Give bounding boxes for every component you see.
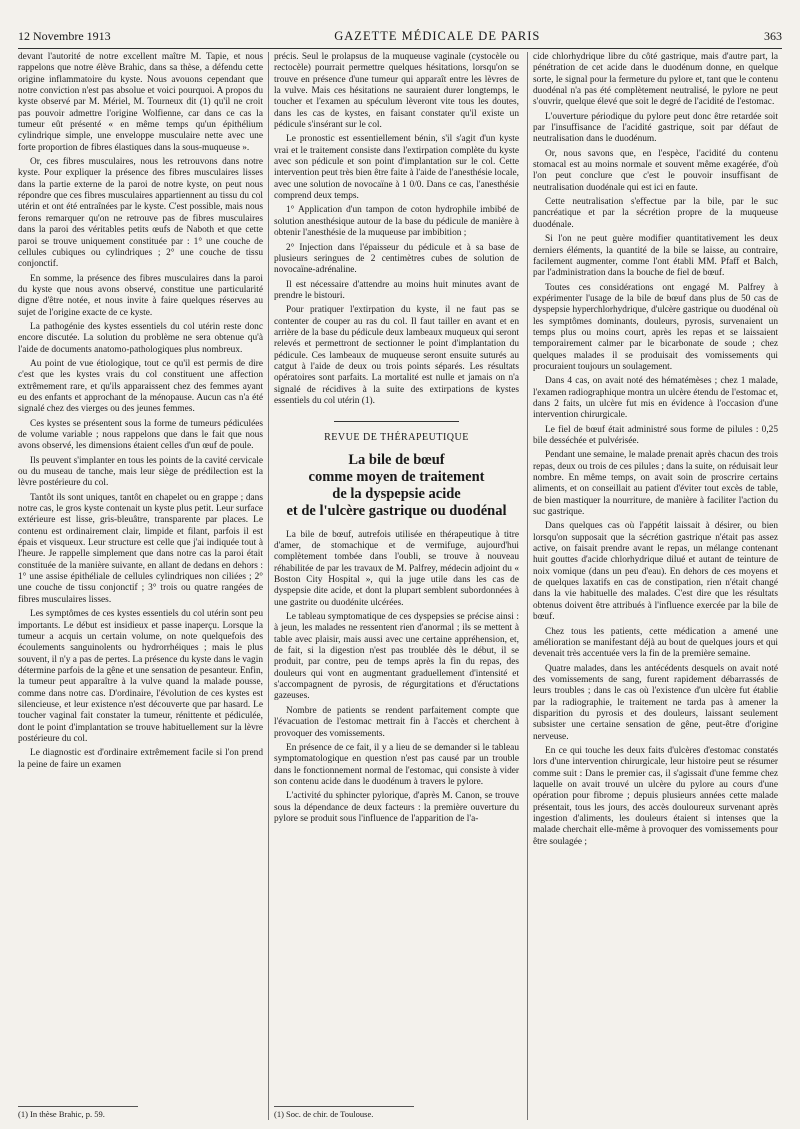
paragraph: Or, nous savons que, en l'espèce, l'acidité du contenu stomacal est au moins normale et souvent même exagérée, d'où l'on peut conclure que c'est le pouvoir insuffisant de neutralisation duodénale qui est ici en faute. [533,148,778,193]
paragraph: 2° Injection dans l'épaisseur du pédicule et à sa base de plusieurs seringues de 2 centimètres cubes de solution de novocaïne-adrénaline. [274,242,519,276]
paragraph: Dans quelques cas où l'appétit laissait à désirer, ou bien lorsqu'on supposait que la sécrétion gastrique n'était pas assez active, on faisait prendre avant le repas, un mélange contenant huit gouttes d'acide chlorhydrique dilué et autant de teinture de noix vomique (dans un peu d'eau). En dehors de ces moyens et de quelques laxatifs en cas de constipation, rien n'était changé dans la vie habituelle des malades. C'est dire que les résultats obtenus doivent être attribués à l'influence exercée par la bile de bœuf. [533,521,778,623]
paragraph: L'ouverture périodique du pylore peut donc être retardée soit par l'insuffisance de l'acidité gastrique, soit par défaut de neutralisation dans le duodénum. [533,111,778,145]
column-1 [18,52,263,774]
paragraph: devant l'autorité de notre excellent maître M. Tapie, et nous rappelons que notre élève Brahic, dans sa thèse, a défendu cette origine inflammatoire du kyste. Nous avouons cependant que notre conviction n'est pas absolue et voici pourquoi. A propos du kyste observé par M. Mériel, M. Tourneux dit (1) qu'il ne croit pas pouvoir admettre l'origine Wolfienne, car dans ce cas la tumeur eût présenté « en même temps qu'un épithélium cylindrique simple, une enveloppe musculaire nette avec une forte proportion de fibres élastiques dans la sous-muqueuse ». [18,52,263,153]
paragraph: 1° Application d'un tampon de coton hydrophile imbibé de solution anesthésique autour de la base du pédicule de manière à obtenir l'anesthésie de la muqueuse par imbibition ; [274,205,519,239]
paragraph: Tantôt ils sont uniques, tantôt en chapelet ou en grappe ; dans notre cas, le gros kyste contenait un kyste plus petit. Leur surface extérieure est lisse, gris-bleuâtre, transparente par places. Le contenu est ordinairement clair, limpide et filant, parfois il est épais et visqueux. Leur structure est celle que j'ai indiquée tout à l'heure. Je rappelle simplement que dans notre cas la paroi était constituée de la manière suivante, en allant de dedans en dehors : 1° une assise épithéliale de cellules cylindriques non ciliées ; 2° une couche de tissu conjonctif ; 3° trois ou quatre rangées de fibres musculaires lisses. [18,492,263,605]
paragraph: Dans 4 cas, on avait noté des hématémèses ; chez 1 malade, l'examen radiographique montra un ulcère étendu de l'estomac et, dans 2 faits, un ulcère fut mis en évidence à l'occasion d'une intervention chirurgicale. [533,376,778,421]
paragraph: Si l'on ne peut guère modifier quantitativement les deux derniers éléments, la quantité de la bile se laisse, au contraire, facilement augmenter, comme l'ont établi MM. Pfaff et Balch, par l'administration dans la bouche de fiel de bœuf. [533,234,778,279]
footnote: (1) Soc. de chir. de Toulouse. [274,1106,414,1119]
column-3 [533,52,778,851]
article-title-line: et de l'ulcère gastrique ou duodénal [286,502,507,519]
journal-title: GAZETTE MÉDICALE DE PARIS [334,28,541,43]
article-title [274,452,519,520]
paragraph: Pendant une semaine, le malade prenait après chacun des trois repas, deux ou trois de ces pilules ; dans la suite, on réduisait leur nombre. En même temps, on avait soin de proscrire certains aliments, et on conseillait au patient d'éviter tout excès de table, de bien mastiquer la nourriture, de manière à faciliter l'action du suc gastrique. [533,450,778,518]
paragraph: Cette neutralisation s'effectue par la bile, par le suc pancréatique et par la sécrétion propre de la muqueuse duodénale. [533,197,778,230]
paragraph: Le fiel de bœuf était administré sous forme de pilules : 0,25 bile desséchée et pulvérisée. [533,424,778,446]
paragraph: Il est nécessaire d'attendre au moins huit minutes avant de prendre le bistouri. [274,279,519,301]
paragraph: La bile de bœuf, autrefois utilisée en thérapeutique à titre d'amer, de stomachique et de vermifuge, aujourd'hui complètement tombée dans l'oubli, se trouve à nouveau réhabilitée de par les travaux de M. Palfrey, médecin adjoint du « Boston City Hospital », qui la juge utile dans les cas de dyspepsie dite acide, et dont la plupart semblent subordonnées à une gastrite ou duodénite ulcérées. [274,529,519,608]
section-rule [334,421,459,422]
paragraph: Or, ces fibres musculaires, nous les retrouvons dans notre kyste. Pour expliquer la présence des fibres musculaires lisses dans la partie externe de la paroi de notre kyste, on peut nous répondre que ces fibres musculaires appartiennent au tissu du col utérin et ont été entraînées par le kyste. C'est possible, mais nous ferons remarquer qu'on ne retrouve pas de fibres musculaires dans la paroi des véritables petits œufs de Naboth et que cette paroi se trouve uniquement constituée par : 1° une couche de cellules cubiques ou cylindriques ; 2° une couche de tissu conjonctif. [18,157,263,270]
paragraph: Chez tous les patients, cette médication a amené une amélioration se manifestant déjà au bout de quelques jours et qui devenait très accentuée vers la fin de la première semaine. [533,626,778,660]
footnote: (1) In thèse Brahic, p. 59. [18,1106,138,1119]
paragraph: Le tableau symptomatique de ces dyspepsies se précise ainsi : à jeun, les malades ne ressentent rien d'anormal ; ils se mettent à table avec plaisir, mais aussi avec une certaine appréhension, et, de fait, si la digestion n'est pas troublée dès le début, il se produit, par contre, peu de temps après la fin du repas, des douleurs qui vont en augmentant graduellement d'intensité et s'accompagnent de pyrosis, de régurgitations et d'éructations gazeuses. [274,612,519,702]
article-title-line: de la dyspepsie acide [332,485,461,502]
paragraph: Ces kystes se présentent sous la forme de tumeurs pédiculées de volume variable ; nous rappelons que dans le fait que nous avons observé, les dimensions étaient celles d'un œuf de poule. [18,418,263,452]
paragraph: Au point de vue étiologique, tout ce qu'il est permis de dire c'est que les kystes vrais du col constituent une affection extrêmement rare, et qu'ils apparaissent chez des femmes ayant eu des enfants et approchant de la ménopause. Aucun cas n'a été signalé chez des vierges ou des jeunes femmes. [18,358,263,415]
page-header [18,26,782,49]
paragraph: En ce qui touche les deux faits d'ulcères d'estomac constatés lors d'une intervention chirurgicale, leur histoire peut se résumer comme suit : Dans le premier cas, il s'agissait d'une femme chez laquelle on avait trouvé un ulcère du pylore au cours d'une opération pour fibrome ; depuis plusieurs années cette malade présentait, tous les jours, des accès douloureux survenant après ingestion d'aliments, les douleurs étaient si intenses que la malade cherchait elle-même à provoquer des vomissements pour être soulagée ; [533,745,778,847]
issue-date: 12 Novembre 1913 [18,28,111,43]
article-title-line: comme moyen de traitement [308,468,485,485]
paragraph: précis. Seul le prolapsus de la muqueuse vaginale (cystocèle ou rectocèle) pourrait permettre quelques hésitations, lorsqu'on se trouve en présence d'une tumeur qui apparaît entre les lèvres de la vulve. Mais ces hésitations ne sauraient durer longtemps, le toucher et l'examen au spéculum lèveront vite tous les doutes, dans les cas de kystes, en faisant constater qu'il existe un pédicule s'insérant sur le col. [274,52,519,131]
section-rubric: REVUE DE THÉRAPEUTIQUE [324,432,469,444]
column-divider [268,52,269,1120]
paragraph: Le diagnostic est d'ordinaire extrêmement facile si l'on prend la peine de faire un examen [18,748,263,770]
paragraph: Nombre de patients se rendent parfaitement compte que l'évacuation de l'estomac mettrait fin à l'accès et cherchent à provoquer des vomissements. [274,705,519,739]
paragraph: Le pronostic est essentiellement bénin, s'il s'agit d'un kyste vrai et le traitement consiste dans l'extirpation complète du kyste avec son pédicule et son point d'implantation sur le col. Cette intervention peut très bien être faite à l'aide de l'anesthésie locale, avec une solution de novocaïne à 1 0/0. Dans ce cas, l'anesthésie comprend deux temps. [274,134,519,202]
column-2 [274,52,519,828]
paragraph: Quatre malades, dans les antécédents desquels on avait noté des vomissements de sang, furent rapidement débarrassés de leurs troubles ; dans le cas où l'existence d'un ulcère fut établie par la radiographie, le traitement ne tarda pas à amener la disparition du pyrosis et des douleurs, laissant seulement subsister une certaine sensation de gêne, peut-être d'origine nerveuse. [533,663,778,742]
page-number: 363 [763,28,782,43]
paragraph: En présence de ce fait, il y a lieu de se demander si le tableau symptomatologique en question n'est pas causé par un trouble dans le fonctionnement normal de l'estomac, qui consiste à vider son contenu acide dans le duodénum à travers le pylore. [274,742,519,787]
column-divider [527,52,528,1120]
paragraph: Toutes ces considérations ont engagé M. Palfrey à expérimenter l'usage de la bile de bœuf dans plus de 50 cas de dyspepsie hyperchlorhydrique, d'ulcère gastrique ou duodénal où les symptômes dominants, douleurs, pyrosis, survenaient un temps plus ou moins court, après les repas et se laissaient temporairement calmer par le bicarbonate de soude ; chez quelques malades il se produisait des vomissements qui procuraient toujours un soulagement. [533,282,778,372]
paragraph: L'activité du sphincter pylorique, d'après M. Canon, se trouve sous la dépendance de deux facteurs : la première ouverture du pylore se produit sous l'influence de l'apparition de l'a- [274,791,519,824]
paragraph: La pathogénie des kystes essentiels du col utérin reste donc encore discutée. La solution du problème ne sera obtenue qu'à l'aide de documents anatomo-pathologiques plus nombreux. [18,321,263,355]
paragraph: Les symptômes de ces kystes essentiels du col utérin sont peu importants. Le début est insidieux et passe inaperçu. Lorsque la tumeur a acquis un certain volume, on note quelquefois des écoulements sanguinolents ou hydrorrhéiques ; mais le plus souvent, il n'y a pas de pertes. La présence du kyste dans le vagin détermine parfois de la gêne et une sensation de pesanteur. Enfin, la tumeur peut apparaître à la vulve quand la malade pousse, comme dans notre cas. D'ordinaire, l'évolution de ces kystes est silencieuse, et leur existence n'est découverte que par hasard. Le toucher vaginal fait constater la tumeur, rénittente et pédiculée, dont le point d'implantation se trouve habituellement sur la lèvre postérieure du col. [18,609,263,744]
paragraph: En somme, la présence des fibres musculaires dans la paroi du kyste que nous avons observé, constitue une particularité digne d'être notée, et nous invite à faire quelques réserves au sujet de l'origine exacte de ce kyste. [18,273,263,318]
paragraph: cide chlorhydrique libre du côté gastrique, mais d'autre part, la pénétration de cet acide dans le duodénum donne, en quelque sorte, le signal pour la fermeture du pylore et, tant que le contenu duodénal n'a pas été complètement neutralisé, le pylore ne peut s'ouvrir, quelque élevé que soit le degré de l'acidité de l'estomac. [533,52,778,108]
paragraph: Pour pratiquer l'extirpation du kyste, il ne faut pas se contenter de couper au ras du col. Il faut tailler en avant et en arrière de la base du pédicule deux lambeaux muqueux qui seront relevés et permettront de sectionner le point d'implantation du pédicule. Ces lambeaux de muqueuse seront ensuite suturés au catgut à l'aide de deux ou trois points séparés. Les résultats opératoires sont parfaits. La mortalité est nulle et jamais on n'a signalé de récidives à la suite des extirpations de kystes essentiels du col utérin (1). [274,305,519,406]
paragraph: Ils peuvent s'implanter en tous les points de la cavité cervicale ou du museau de tanche, mais leur siège de prédilection est la lèvre postérieure du col. [18,455,263,489]
article-title-line: La bile de bœuf [348,451,445,468]
